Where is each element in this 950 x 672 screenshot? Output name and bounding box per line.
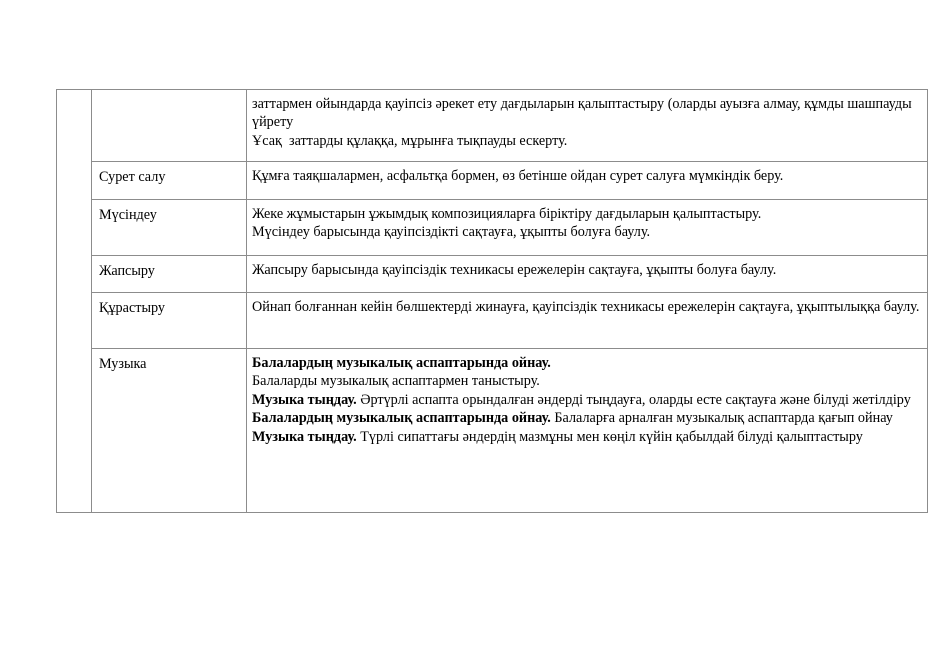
- music-paragraph-heading: Музыка тыңдау.: [252, 428, 357, 445]
- table-row: [57, 90, 928, 162]
- description-line: заттармен ойындарда қауіпсіз әрекет ету дағдыларын қалыптастыру (оларды ауызға алмау, құмды шашпауды үйрету: [252, 96, 912, 131]
- description-line: Жеке жұмыстарын ұжымдық композицияларға біріктіру дағдыларын қалыптастыру.: [252, 206, 762, 222]
- subject-cell: Жапсыру: [92, 256, 247, 293]
- description-cell: [247, 256, 928, 293]
- description-cell: [247, 200, 928, 256]
- table-row: [57, 293, 928, 349]
- subject-cell: Мүсіндеу: [92, 200, 247, 256]
- description-line: Ұсақ заттарды құлаққа, мұрынға тықпауды ескерту.: [252, 132, 568, 149]
- description-line: Құмға таяқшалармен, асфальтқа бормен, өз бетінше ойдан сурет салуға мүмкіндік беру.: [252, 168, 784, 184]
- music-heading: Балалардың музыкалық аспаптарында ойнау.: [252, 355, 551, 371]
- activity-table: [56, 89, 928, 513]
- subject-cell: [92, 90, 247, 162]
- subject-cell: Сурет салу: [92, 162, 247, 200]
- music-paragraph: [252, 428, 921, 446]
- description-cell: [247, 90, 928, 162]
- table-row: [57, 349, 928, 513]
- music-paragraph: [252, 409, 921, 427]
- description-line: Балаларды музыкалық аспаптармен таныстыру.: [252, 373, 540, 390]
- music-paragraph-text: Әртүрлі аспапта орындалған әндерді тыңдауға, оларды есте сақтауға және білуді жетілдіру: [356, 391, 911, 408]
- music-paragraph-text: Түрлі сипаттағы әндердің мазмұны мен көңіл күйін қабылдай білуді қалыптастыру: [356, 428, 863, 445]
- music-paragraph: [252, 391, 921, 409]
- description-cell: [247, 349, 928, 513]
- index-column-cell: [57, 90, 92, 513]
- subject-cell: Музыка: [92, 349, 247, 513]
- description-cell: [247, 293, 928, 349]
- music-paragraph-heading: Балалардың музыкалық аспаптарында ойнау.: [252, 410, 551, 427]
- description-line: Мүсіндеу барысында қауіпсіздікті сақтауға, ұқыпты болуға баулу.: [252, 224, 651, 241]
- table-row: [57, 200, 928, 256]
- description-cell: [247, 162, 928, 200]
- table-row: [57, 256, 928, 293]
- description-line: Ойнап болғаннан кейін бөлшектерді жинауға, қауіпсіздік техникасы ережелерін сақтауға, ұқыптылыққа баулу.: [252, 299, 920, 315]
- music-paragraph-text: Балаларға арналған музыкалық аспаптарда қағып ойнау: [550, 410, 893, 427]
- description-line: Жапсыру барысында қауіпсіздік техникасы ережелерін сақтауға, ұқыпты болуға баулу.: [252, 262, 777, 278]
- subject-cell: Құрастыру: [92, 293, 247, 349]
- music-paragraph-heading: Музыка тыңдау.: [252, 391, 357, 408]
- table-row: [57, 162, 928, 200]
